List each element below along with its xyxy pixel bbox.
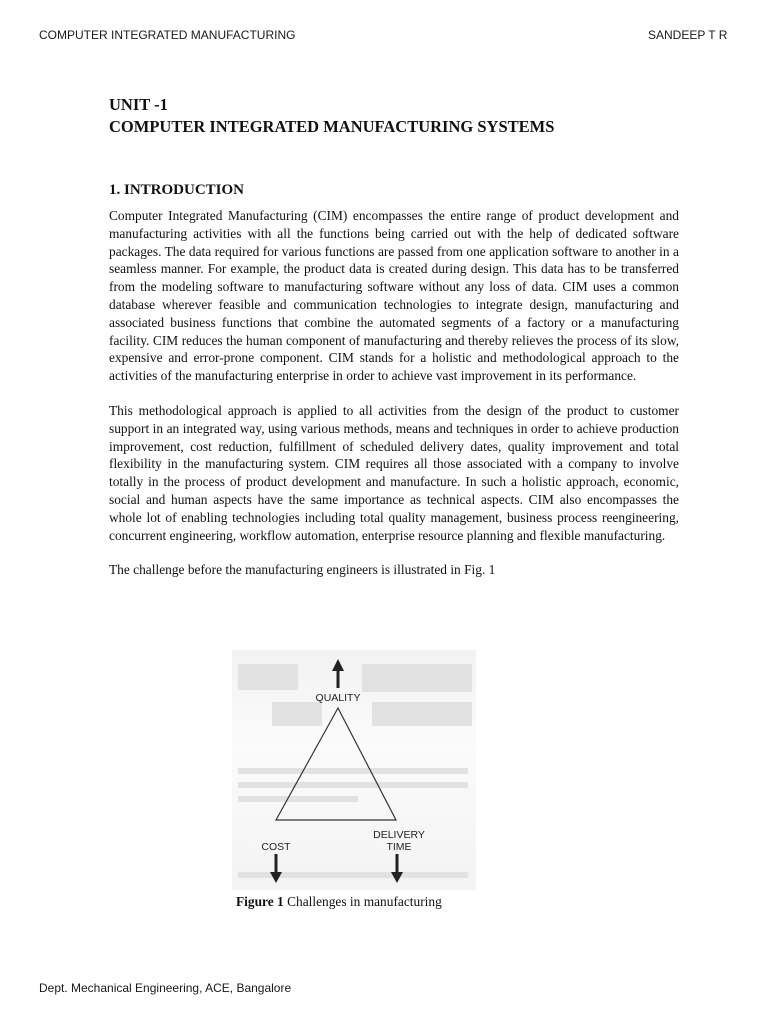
unit-title: COMPUTER INTEGRATED MANUFACTURING SYSTEMS — [109, 117, 555, 136]
cost-label: COST — [261, 841, 291, 853]
challenge-triangle-figure — [232, 650, 476, 890]
triangle-diagram — [232, 650, 476, 890]
unit-number: UNIT -1 — [109, 95, 168, 114]
figure-caption — [236, 894, 442, 910]
quality-arrow-icon — [332, 659, 344, 688]
page-body — [109, 94, 679, 579]
running-header-author: SANDEEP T R — [648, 28, 728, 42]
delivery-label: DELIVERY — [373, 829, 425, 841]
section-heading: 1. INTRODUCTION — [109, 182, 245, 198]
quality-label: QUALITY — [315, 692, 361, 704]
cost-down-arrow-icon — [270, 854, 282, 883]
figure-caption-label: Figure 1 — [236, 894, 284, 909]
intro-paragraph-1: Computer Integrated Manufacturing (CIM) encompasses the entire range of product development and manufacturing activities with all the functions being carried out with the help of dedicated software packages. The data required for various functions are passed from one application software to another in a seamless manner. For example, the product data is created during design. This data has to be transferred from the modeling software to manufacturing software without any loss of data. CIM uses a common database wherever feasible and communication technologies to integrate design, manufacturing and associated business functions that combine the automated segments of a factory or a manufacturing facility. CIM reduces the human component of manufacturing and thereby relieves the process of its slow, expensive and error-prone component. CIM stands for a holistic and methodological approach to the activities of the manufacturing enterprise in order to achieve vast improvement in its performance. — [109, 208, 679, 384]
time-label: TIME — [386, 841, 412, 853]
running-header-title: COMPUTER INTEGRATED MANUFACTURING — [39, 28, 296, 42]
figure-lead-in: The challenge before the manufacturing engineers is illustrated in Fig. 1 — [109, 562, 496, 578]
page-footer: Dept. Mechanical Engineering, ACE, Bangalore — [39, 981, 292, 995]
figure-caption-text: Challenges in manufacturing — [283, 894, 442, 909]
intro-paragraph-2: This methodological approach is applied to all activities from the design of the product to customer support in an integrated way, using various methods, means and techniques in order to achieve production improvement, cost reduction, fulfillment of scheduled delivery dates, quality improvement and total flexibility in the manufacturing system. CIM requires all those associated with a company to involve totally in the process of product development and manufacture. In such a holistic approach, economic, social and human aspects have the same importance as technical aspects. CIM also encompasses the whole lot of enabling technologies including total quality management, business process reengineering, concurrent engineering, workflow automation, enterprise resource planning and flexible manufacturing. — [109, 402, 679, 543]
time-down-arrow-icon — [391, 854, 403, 883]
